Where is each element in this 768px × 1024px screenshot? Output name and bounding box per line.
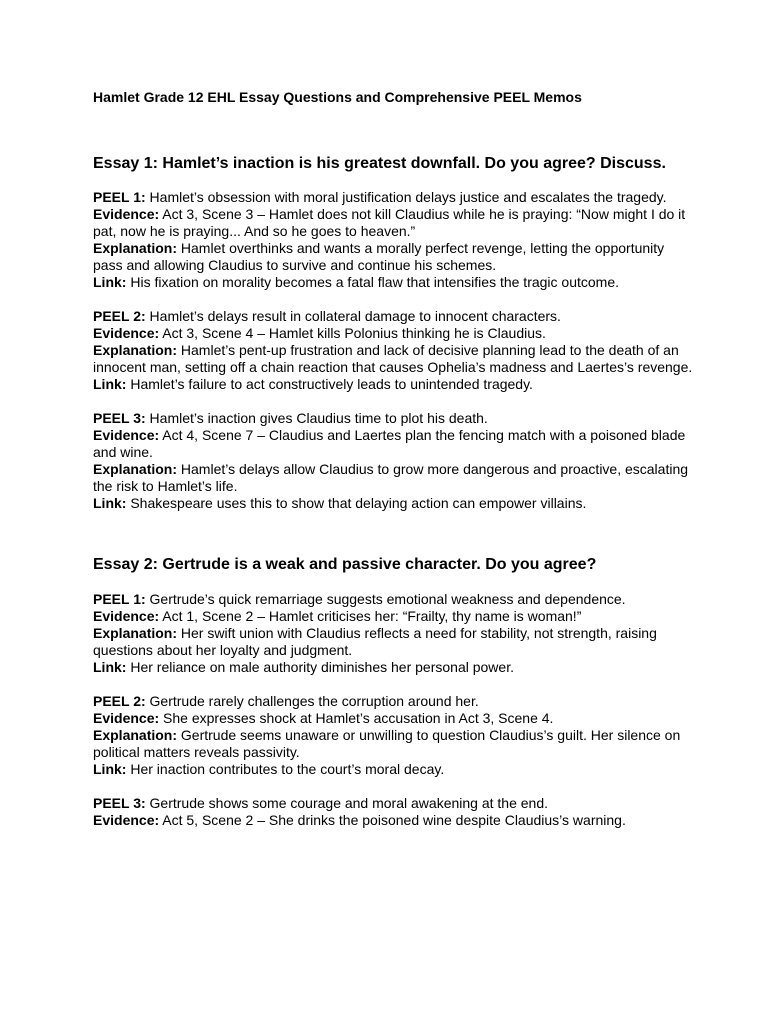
peel-link bbox=[93, 495, 693, 512]
evidence-label: Evidence: bbox=[93, 206, 160, 222]
peel-point bbox=[93, 189, 693, 206]
explanation-label: Explanation: bbox=[93, 625, 178, 641]
evidence-label: Evidence: bbox=[93, 710, 160, 726]
peel-point bbox=[93, 795, 693, 812]
peel-point bbox=[93, 591, 693, 608]
peel-block-2 bbox=[93, 693, 693, 778]
link-label: Link: bbox=[93, 659, 127, 675]
peel-explanation bbox=[93, 727, 693, 761]
peel-point-text: Hamlet’s inaction gives Claudius time to plot his death. bbox=[149, 410, 488, 426]
link-text: His fixation on morality becomes a fatal flaw that intensifies the tragic outcome. bbox=[130, 274, 620, 290]
peel-block-1 bbox=[93, 189, 693, 291]
peel-point-text: Gertrude rarely challenges the corruption around her. bbox=[149, 693, 479, 709]
peel-explanation bbox=[93, 461, 693, 495]
peel-block-1 bbox=[93, 591, 693, 676]
peel-point bbox=[93, 410, 693, 427]
explanation-text: Hamlet’s delays allow Claudius to grow more dangerous and proactive, escalating the risk to Hamlet’s life. bbox=[93, 461, 689, 494]
explanation-label: Explanation: bbox=[93, 240, 178, 256]
explanation-text: Hamlet overthinks and wants a morally perfect revenge, letting the opportunity pass and allowing Claudius to survive and continue his schemes. bbox=[93, 240, 665, 273]
peel-link bbox=[93, 376, 693, 393]
peel-block-2 bbox=[93, 308, 693, 393]
evidence-text: Act 3, Scene 4 – Hamlet kills Polonius thinking he is Claudius. bbox=[162, 325, 546, 341]
link-label: Link: bbox=[93, 376, 127, 392]
document-page bbox=[93, 88, 693, 829]
essay-1 bbox=[93, 154, 693, 512]
peel-label: PEEL 2: bbox=[93, 308, 146, 324]
essay-title: Essay 1: Hamlet’s inaction is his greatest downfall. Do you agree? Discuss. bbox=[93, 155, 666, 172]
explanation-label: Explanation: bbox=[93, 342, 178, 358]
evidence-text: Act 3, Scene 3 – Hamlet does not kill Claudius while he is praying: “Now might I do it pat, now he is praying... And so he goes to heaven.” bbox=[93, 206, 686, 239]
peel-explanation bbox=[93, 240, 693, 274]
peel-evidence bbox=[93, 325, 693, 342]
peel-point-text: Gertrude’s quick remarriage suggests emotional weakness and dependence. bbox=[149, 591, 626, 607]
explanation-text: Gertrude seems unaware or unwilling to question Claudius’s guilt. Her silence on political matters reveals passivity. bbox=[93, 727, 681, 760]
peel-block-3 bbox=[93, 795, 693, 829]
explanation-label: Explanation: bbox=[93, 727, 178, 743]
evidence-label: Evidence: bbox=[93, 427, 160, 443]
explanation-text: Her swift union with Claudius reflects a need for stability, not strength, raising questions about her loyalty and judgment. bbox=[93, 625, 657, 658]
peel-point bbox=[93, 308, 693, 325]
essay-2 bbox=[93, 555, 693, 829]
evidence-label: Evidence: bbox=[93, 812, 160, 828]
peel-explanation bbox=[93, 625, 693, 659]
peel-evidence bbox=[93, 710, 693, 727]
peel-point bbox=[93, 693, 693, 710]
peel-evidence bbox=[93, 812, 693, 829]
peel-label: PEEL 1: bbox=[93, 189, 146, 205]
link-text: Her inaction contributes to the court’s moral decay. bbox=[130, 761, 445, 777]
link-text: Hamlet’s failure to act constructively leads to unintended tragedy. bbox=[130, 376, 533, 392]
peel-explanation bbox=[93, 342, 693, 376]
peel-label: PEEL 1: bbox=[93, 591, 146, 607]
peel-link bbox=[93, 274, 693, 291]
evidence-text: Act 5, Scene 2 – She drinks the poisoned wine despite Claudius’s warning. bbox=[162, 812, 626, 828]
peel-point-text: Hamlet’s delays result in collateral damage to innocent characters. bbox=[149, 308, 561, 324]
link-text: Her reliance on male authority diminishes her personal power. bbox=[130, 659, 514, 675]
peel-link bbox=[93, 659, 693, 676]
evidence-label: Evidence: bbox=[93, 325, 160, 341]
peel-point-text: Hamlet’s obsession with moral justification delays justice and escalates the tragedy. bbox=[149, 189, 667, 205]
evidence-label: Evidence: bbox=[93, 608, 160, 624]
peel-evidence bbox=[93, 206, 693, 240]
essay-title: Essay 2: Gertrude is a weak and passive character. Do you agree? bbox=[93, 556, 597, 573]
evidence-text: She expresses shock at Hamlet’s accusation in Act 3, Scene 4. bbox=[163, 710, 554, 726]
peel-label: PEEL 3: bbox=[93, 795, 146, 811]
link-text: Shakespeare uses this to show that delaying action can empower villains. bbox=[130, 495, 587, 511]
evidence-text: Act 4, Scene 7 – Claudius and Laertes plan the fencing match with a poisoned blade and wine. bbox=[93, 427, 686, 460]
peel-link bbox=[93, 761, 693, 778]
evidence-text: Act 1, Scene 2 – Hamlet criticises her: “Frailty, thy name is woman!” bbox=[162, 608, 582, 624]
peel-block-3 bbox=[93, 410, 693, 512]
explanation-label: Explanation: bbox=[93, 461, 178, 477]
document-title: Hamlet Grade 12 EHL Essay Questions and Comprehensive PEEL Memos bbox=[93, 89, 582, 105]
link-label: Link: bbox=[93, 274, 127, 290]
peel-label: PEEL 3: bbox=[93, 410, 146, 426]
peel-evidence bbox=[93, 608, 693, 625]
peel-evidence bbox=[93, 427, 693, 461]
explanation-text: Hamlet’s pent-up frustration and lack of decisive planning lead to the death of an innocent man, setting off a chain reaction that causes Ophelia’s madness and Laertes’s revenge. bbox=[93, 342, 693, 375]
link-label: Link: bbox=[93, 495, 127, 511]
peel-label: PEEL 2: bbox=[93, 693, 146, 709]
link-label: Link: bbox=[93, 761, 127, 777]
peel-point-text: Gertrude shows some courage and moral awakening at the end. bbox=[149, 795, 548, 811]
